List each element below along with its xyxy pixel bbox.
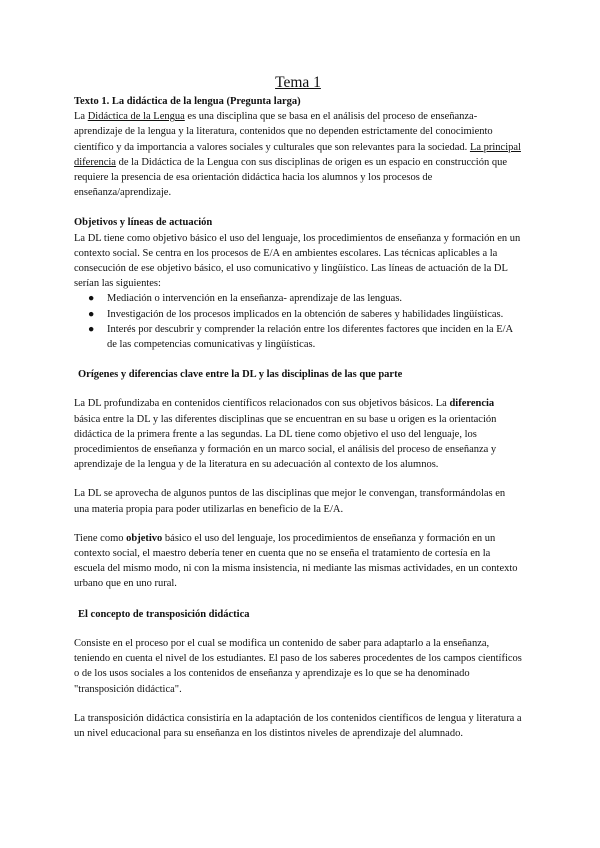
list-item	[74, 322, 522, 352]
section-heading-didactica: Texto 1. La didáctica de la lengua (Pregunta larga)	[74, 96, 301, 107]
text-run: La DL profundizaba en contenidos científicos relacionados con sus objetivos básicos. La	[74, 398, 450, 410]
paragraph-objetivos: La DL tiene como objetivo básico el uso del lenguaje, los procedimientos de enseñanza y formación en un contexto social. Se centra en los procesos de E/A en ambientes escolares. Las técnicas aplicables a la consecución de ese objetivo básico, el uso comunicativo y lingüístico. Las líneas de actuación de la DL serían las siguientes:	[74, 232, 521, 290]
text-run: La	[74, 111, 88, 123]
list-item-text: Mediación o intervención en la enseñanza- aprendizaje de las lenguas.	[107, 293, 403, 305]
text-run: es una disciplina que se basa en el análisis del proceso de enseñanza-aprendizaje de la lengua y la literatura, contenidos que no dependen estrictamente del conocimiento científico y da importancia a valores sociales y culturales que son relevantes para la sociedad.	[74, 111, 493, 153]
bullet-icon: ●	[88, 293, 95, 305]
paragraph-transposicion-definicion: Consiste en el proceso por el cual se modifica un contenido de saber para adaptarlo a la enseñanza, teniendo en cuenta el nivel de los estudiantes. El paso de los saberes procedentes de los campos científicos o de los usos sociales a los contenidos de enseñanza y aprendizaje es lo que se ha denominado "transposición didáctica".	[74, 637, 522, 695]
underlined-term: La principal diferencia	[74, 141, 521, 168]
lineas-actuacion-list	[74, 291, 522, 352]
text-run: básico el uso del lenguaje, los procedimientos de enseñanza y formación en un contexto social, el maestro debería tener en cuenta que no se enseña el tratamiento de cortesía en la escuela del mismo modo, ni con la misma insistencia, ni mediante las mismas actividades, en un contexto urbano que en uno rural.	[74, 532, 518, 590]
list-item-text: Investigación de los procesos implicados en la obtención de saberes y habilidades lingüísticas.	[107, 308, 504, 320]
document-title: Tema 1	[275, 74, 321, 91]
text-run: de la Didáctica de la Lengua con sus disciplinas de origen es un espacio en construcción que requiere la presencia de esa orientación didáctica hacia los alumnos y los procesos de enseñanza/aprendizaje.	[74, 156, 507, 199]
section-heading-transposicion: El concepto de transposición didáctica	[78, 608, 250, 620]
paragraph-didactica-definicion	[74, 109, 522, 200]
paragraph-aprovecha: La DL se aprovecha de algunos puntos de las disciplinas que mejor le convengan, transformándolas en una materia propia para poder utilizarlas en beneficio de la E/A.	[74, 488, 506, 515]
text-run: básica entre la DL y las diferentes disciplinas que se encuentran en su base u origen es la orientación didáctica de la primera frente a las segundas. La DL tiene como objetivo el uso del lenguaje, los procedimientos de enseñanza y formación en un marco social, el análisis del proceso de enseñanza y aprendizaje de la lengua y de la literatura en su adecuación al contexto de los alumnos.	[74, 413, 497, 471]
section-heading-origenes: Orígenes y diferencias clave entre la DL y las disciplinas de las que parte	[78, 369, 403, 381]
paragraph-origenes	[74, 396, 522, 472]
paragraph-objetivo-basico	[74, 531, 522, 592]
bold-term: diferencia	[449, 398, 495, 410]
bold-term: objetivo	[126, 532, 163, 544]
section-heading-objetivos: Objetivos y líneas de actuación	[74, 217, 213, 229]
list-item-text: Interés por descubrir y comprender la relación entre los diferentes factores que inciden en la E/A de las competencias comunicativas y lingüísticas.	[107, 323, 513, 351]
paragraph-transposicion-adaptacion: La transposición didáctica consistiría en la adaptación de los contenidos científicos de lengua y literatura a un nivel educacional para su enseñanza en los distintos niveles de aprendizaje del alumnado.	[74, 712, 522, 739]
list-item	[74, 291, 522, 306]
bullet-icon: ●	[88, 323, 95, 335]
text-run: Tiene como	[74, 532, 127, 544]
list-item	[74, 307, 522, 322]
underlined-term: Didáctica de la Lengua	[87, 111, 185, 123]
bullet-icon: ●	[88, 308, 95, 320]
